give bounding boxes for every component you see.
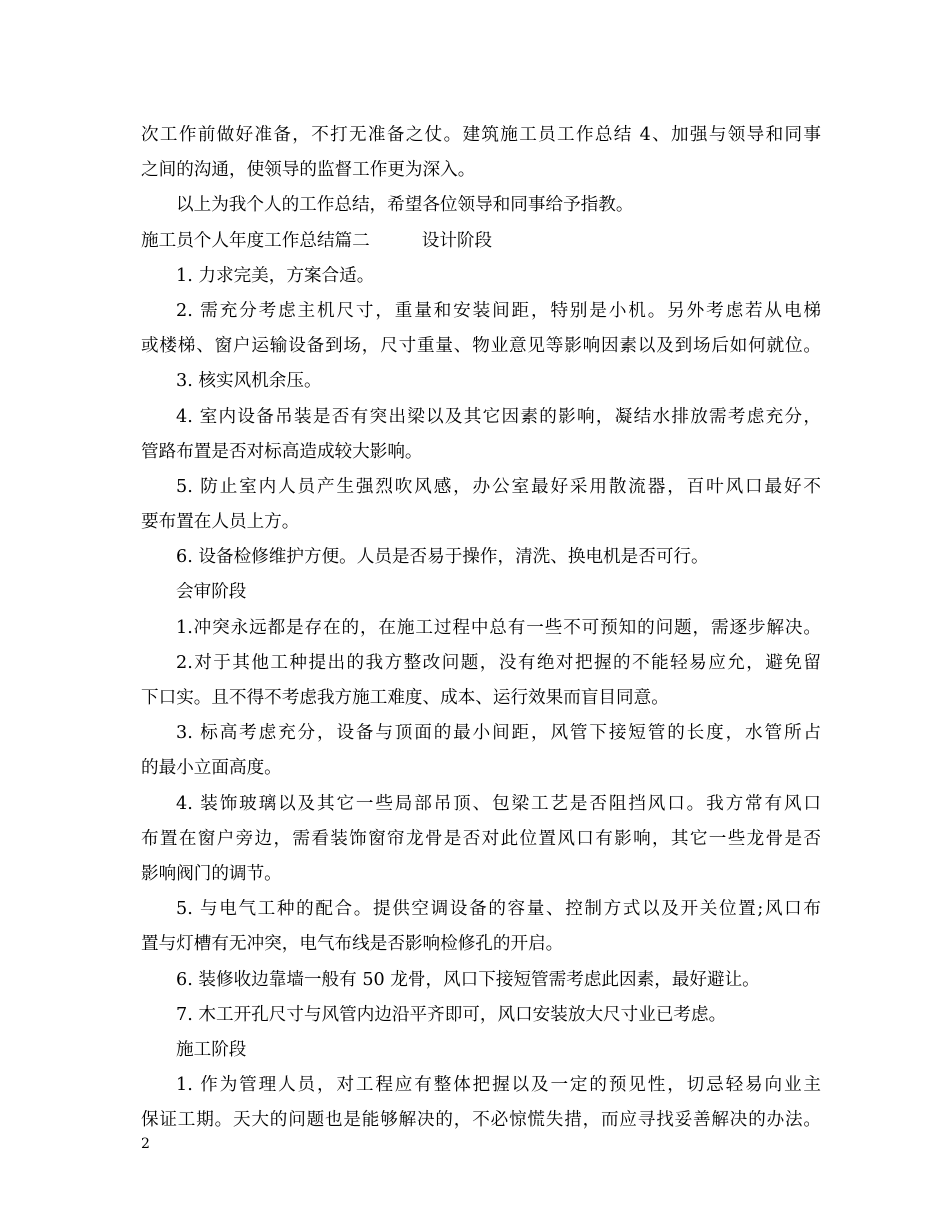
- review-item-7: 7. 木工开孔尺寸与风管内边沿平齐即可，风口安装放大尺寸业已考虑。: [176, 1004, 727, 1025]
- section-heading: [141, 224, 821, 259]
- design-item-2-line-2: 或楼梯、窗户运输设备到场，尺寸重量、物业意见等影响因素以及到场后如何就位。: [141, 336, 821, 357]
- article-title: 施工员个人年度工作总结篇二: [141, 230, 370, 251]
- review-item-1: 1.冲突永远都是存在的，在施工过程中总有一些不可预知的问题，需逐步解决。: [176, 617, 821, 638]
- design-stage-title: 设计阶段: [421, 230, 493, 251]
- review-item-4-line-2: 布置在窗户旁边，需看装饰窗帘龙骨是否对此位置风口有影响，其它一些龙骨是否: [141, 828, 821, 849]
- design-item-1: 1. 力求完美，方案合适。: [176, 265, 375, 286]
- review-item-3-line-1: 3. 标高考虑充分，设备与顶面的最小间距，风管下接短管的长度，水管所占: [176, 723, 821, 744]
- review-item-4-line-1: 4. 装饰玻璃以及其它一些局部吊顶、包梁工艺是否阻挡风口。我方常有风口: [176, 793, 821, 814]
- design-item-3: 3. 核实风机余压。: [176, 371, 322, 392]
- review-item-5-line-2: 置与灯槽有无冲突，电气布线是否影响检修孔的开启。: [141, 934, 564, 955]
- design-item-4-line-2: 管路布置是否对标高造成较大影响。: [141, 441, 423, 462]
- construction-item-1-line-1: 1. 作为管理人员，对工程应有整体把握以及一定的预见性，切忌轻易向业主: [176, 1075, 821, 1096]
- design-item-4-line-1: 4. 室内设备吊装是否有突出梁以及其它因素的影响，凝结水排放需考虑充分，: [176, 406, 821, 427]
- closing-remark: 以上为我个人的工作总结，希望各位领导和同事给予指教。: [176, 195, 634, 216]
- intro-line-2: 之间的沟通，使领导的监督工作更为深入。: [141, 160, 476, 181]
- review-item-4-line-3: 影响阀门的调节。: [141, 863, 282, 884]
- construction-stage-title: 施工阶段: [176, 1039, 247, 1060]
- design-item-5-line-2: 要布置在人员上方。: [141, 512, 300, 533]
- document-body: [141, 118, 821, 1138]
- construction-item-1-line-2: 保证工期。天大的问题也是能够解决的，不必惊慌失措，而应寻找妥善解决的办法。: [141, 1110, 821, 1131]
- review-item-6: 6. 装修收边靠墙一般有 50 龙骨，风口下接短管需考虑此因素，最好避让。: [176, 969, 760, 990]
- review-item-3-line-2: 的最小立面高度。: [141, 758, 282, 779]
- page-number: 2: [141, 1136, 150, 1152]
- review-item-2-line-1: 2.对于其他工种提出的我方整改问题，没有绝对把握的不能轻易应允，避免留: [176, 652, 821, 673]
- design-item-5-line-1: 5. 防止室内人员产生强烈吹风感，办公室最好采用散流器，百叶风口最好不: [176, 476, 821, 497]
- review-item-2-line-2: 下口实。且不得不考虑我方施工难度、成本、运行效果而盲目同意。: [141, 688, 669, 708]
- review-item-5-line-1: 5. 与电气工种的配合。提供空调设备的容量、控制方式以及开关位置;风口布: [176, 899, 821, 920]
- design-item-6: 6. 设备检修维护方便。人员是否易于操作，清洗、换电机是否可行。: [176, 547, 709, 568]
- review-stage-title: 会审阶段: [176, 582, 247, 603]
- intro-line-1: 次工作前做好准备，不打无准备之仗。建筑施工员工作总结 4、加强与领导和同事: [141, 125, 821, 145]
- design-item-2-line-1: 2. 需充分考虑主机尺寸，重量和安装间距，特别是小机。另外考虑若从电梯: [176, 300, 821, 321]
